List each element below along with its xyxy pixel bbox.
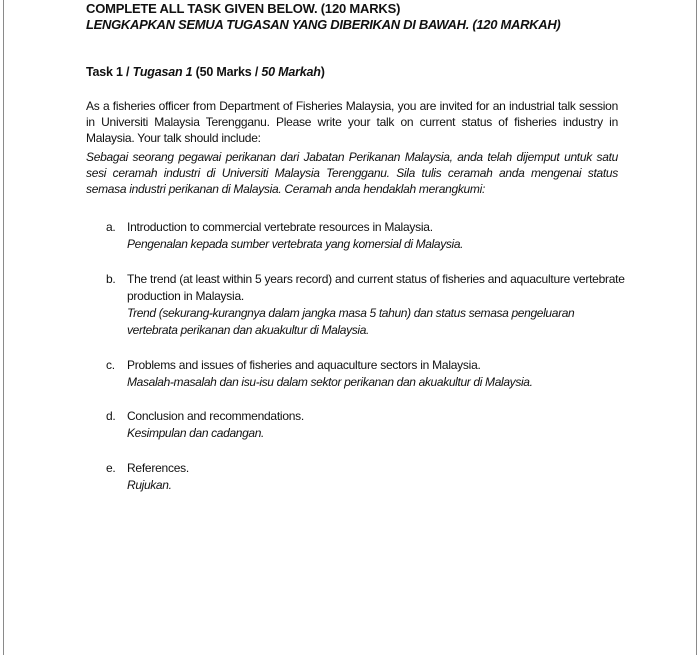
item-english: References. [127, 461, 189, 475]
task-title-malay: Tugasan 1 [132, 65, 193, 79]
list-item-b [106, 271, 626, 339]
item-malay: Pengenalan kepada sumber vertebrata yang komersial di Malaysia. [127, 237, 464, 251]
item-malay: Kesimpulan dan cadangan. [127, 426, 265, 440]
header-english: COMPLETE ALL TASK GIVEN BELOW. (120 MARKS) [86, 1, 401, 16]
page-right-edge [696, 0, 697, 655]
task-marks-english: (50 Marks / [192, 65, 262, 79]
list-marker: a. [106, 220, 116, 234]
list-item-e [106, 460, 626, 494]
task-marks-close: ) [320, 65, 325, 79]
list-item-d [106, 408, 626, 442]
item-english: Conclusion and recommendations. [127, 409, 305, 423]
task-title [86, 64, 325, 80]
page-left-edge [3, 0, 4, 655]
intro-malay: Sebagai seorang pegawai perikanan dari Jabatan Perikanan Malaysia, anda telah dijemput untuk satu sesi ceramah industri di Universiti Malaysia Terengganu. Sila tulis ceramah anda mengenai status semasa industri perikanan di Malaysia. Ceramah anda hendaklah merangkumi: [86, 150, 618, 196]
header-malay: LENGKAPKAN SEMUA TUGASAN YANG DIBERIKAN DI BAWAH. (120 MARKAH) [86, 17, 561, 32]
item-malay: Rujukan. [127, 478, 172, 492]
list-marker: d. [106, 409, 116, 423]
task-marks-malay: 50 Markah [261, 65, 321, 79]
list-marker: b. [106, 272, 116, 286]
item-english: The trend (at least within 5 years record) and current status of fisheries and aquaculture vertebrate production in Malaysia. [127, 272, 625, 303]
task-title-english: Task 1 / [86, 65, 133, 79]
item-malay: Trend (sekurang-kurangnya dalam jangka masa 5 tahun) dan status semasa pengeluaran vertebrata perikanan dan akuakultur di Malaysia. [127, 306, 575, 337]
item-malay: Masalah-masalah dan isu-isu dalam sektor perikanan dan akuakultur di Malaysia. [127, 375, 533, 389]
list-item-a [106, 219, 626, 253]
list-item-c [106, 357, 626, 391]
document-header [86, 1, 646, 33]
item-english: Introduction to commercial vertebrate resources in Malaysia. [127, 220, 433, 234]
list-marker: c. [106, 358, 115, 372]
item-english: Problems and issues of fisheries and aquaculture sectors in Malaysia. [127, 358, 481, 372]
list-marker: e. [106, 461, 116, 475]
intro-english: As a fisheries officer from Department of Fisheries Malaysia, you are invited for an industrial talk session in Universiti Malaysia Terengganu. Please write your talk on current status of fisheries industry in Malaysia. Your talk should include: [86, 99, 618, 145]
